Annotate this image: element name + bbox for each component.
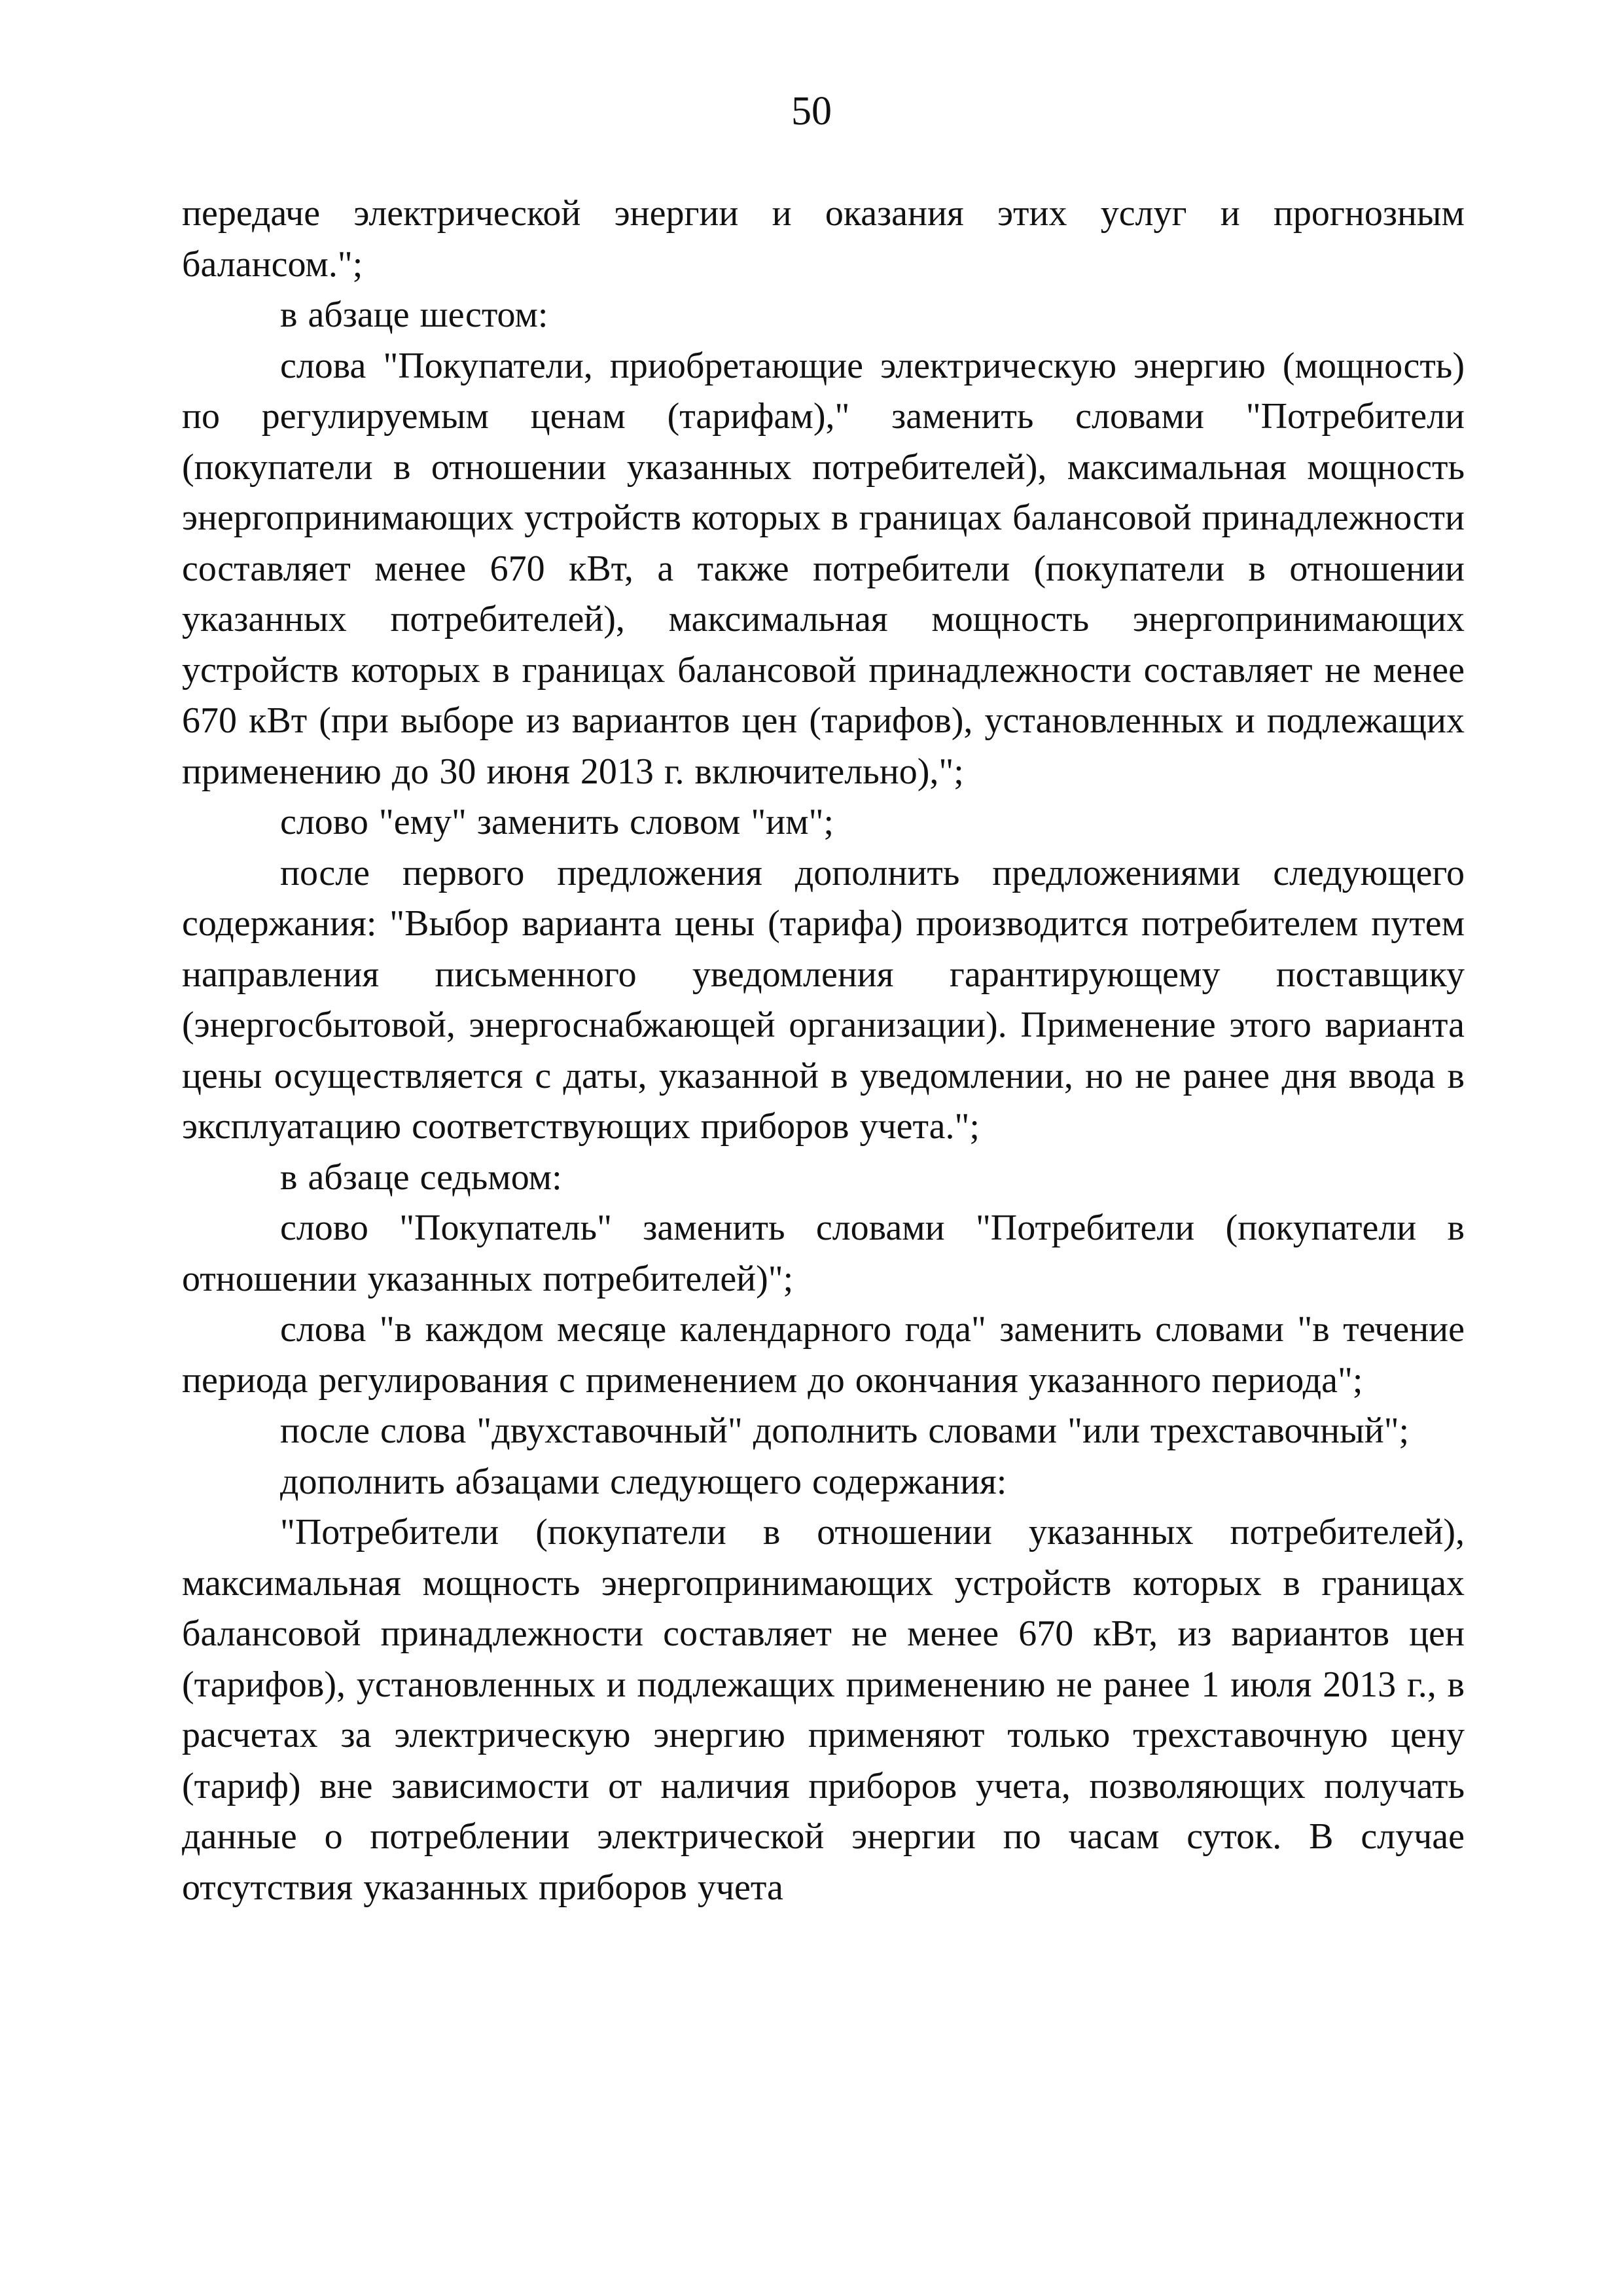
paragraph: после первого предложения дополнить предложениями следующего содержания: "Выбор варианта цены (тарифа) производится потребителем путем направления письменного уведомления гарантирующему поставщику (энергосбытовой, энергоснабжающей организации). Применение этого варианта цены осуществляется с даты, указанной в уведомлении, но не ранее дня ввода в эксплуатацию соответствующих приборов учета."; <box>182 852 1465 1147</box>
paragraph: слово "ему" заменить словом "им"; <box>280 802 834 842</box>
paragraph: "Потребители (покупатели в отношении указанных потребителей), максимальная мощность энергопринимающих устройств которых в границах балансовой принадлежности составляет не менее 670 кВт, из вариантов цен (тарифов), установленных и подлежащих применению не ранее 1 июля 2013 г., в расчетах за электрическую энергию применяют только трехставочную цену (тариф) вне зависимости от наличия приборов учета, позволяющих получать данные о потреблении электрической энергии по часам суток. В случае отсутствия указанных приборов учета <box>182 1512 1465 1908</box>
paragraph: после слова "двухставочный" дополнить словами "или трехставочный"; <box>280 1410 1410 1451</box>
paragraph: слова "Покупатели, приобретающие электрическую энергию (мощность) по регулируемым ценам (тарифам)," заменить словами "Потребители (покупатели в отношении указанных потребителей), максимальная мощность энергопринимающих устройств которых в границах балансовой принадлежности составляет менее 670 кВт, а также потребители (покупатели в отношении указанных потребителей), максимальная мощность энергопринимающих устройств которых в границах балансовой принадлежности составляет не менее 670 кВт (при выборе из вариантов цен (тарифов), установленных и подлежащих применению до 30 июня 2013 г. включительно),"; <box>182 345 1465 792</box>
document-body <box>182 188 1465 1913</box>
paragraph: дополнить абзацами следующего содержания: <box>280 1461 1007 1502</box>
paragraph: слова "в каждом месяце календарного года" заменить словами "в течение периода регулирования с применением до окончания указанного периода"; <box>182 1309 1465 1401</box>
paragraph: в абзаце шестом: <box>280 295 548 335</box>
paragraph: передаче электрической энергии и оказания этих услуг и прогнозным балансом."; <box>182 193 1465 285</box>
page-number: 50 <box>791 89 832 134</box>
paragraph: в абзаце седьмом: <box>280 1157 562 1198</box>
paragraph: слово "Покупатель" заменить словами "Потребители (покупатели в отношении указанных потребителей)"; <box>182 1208 1465 1299</box>
